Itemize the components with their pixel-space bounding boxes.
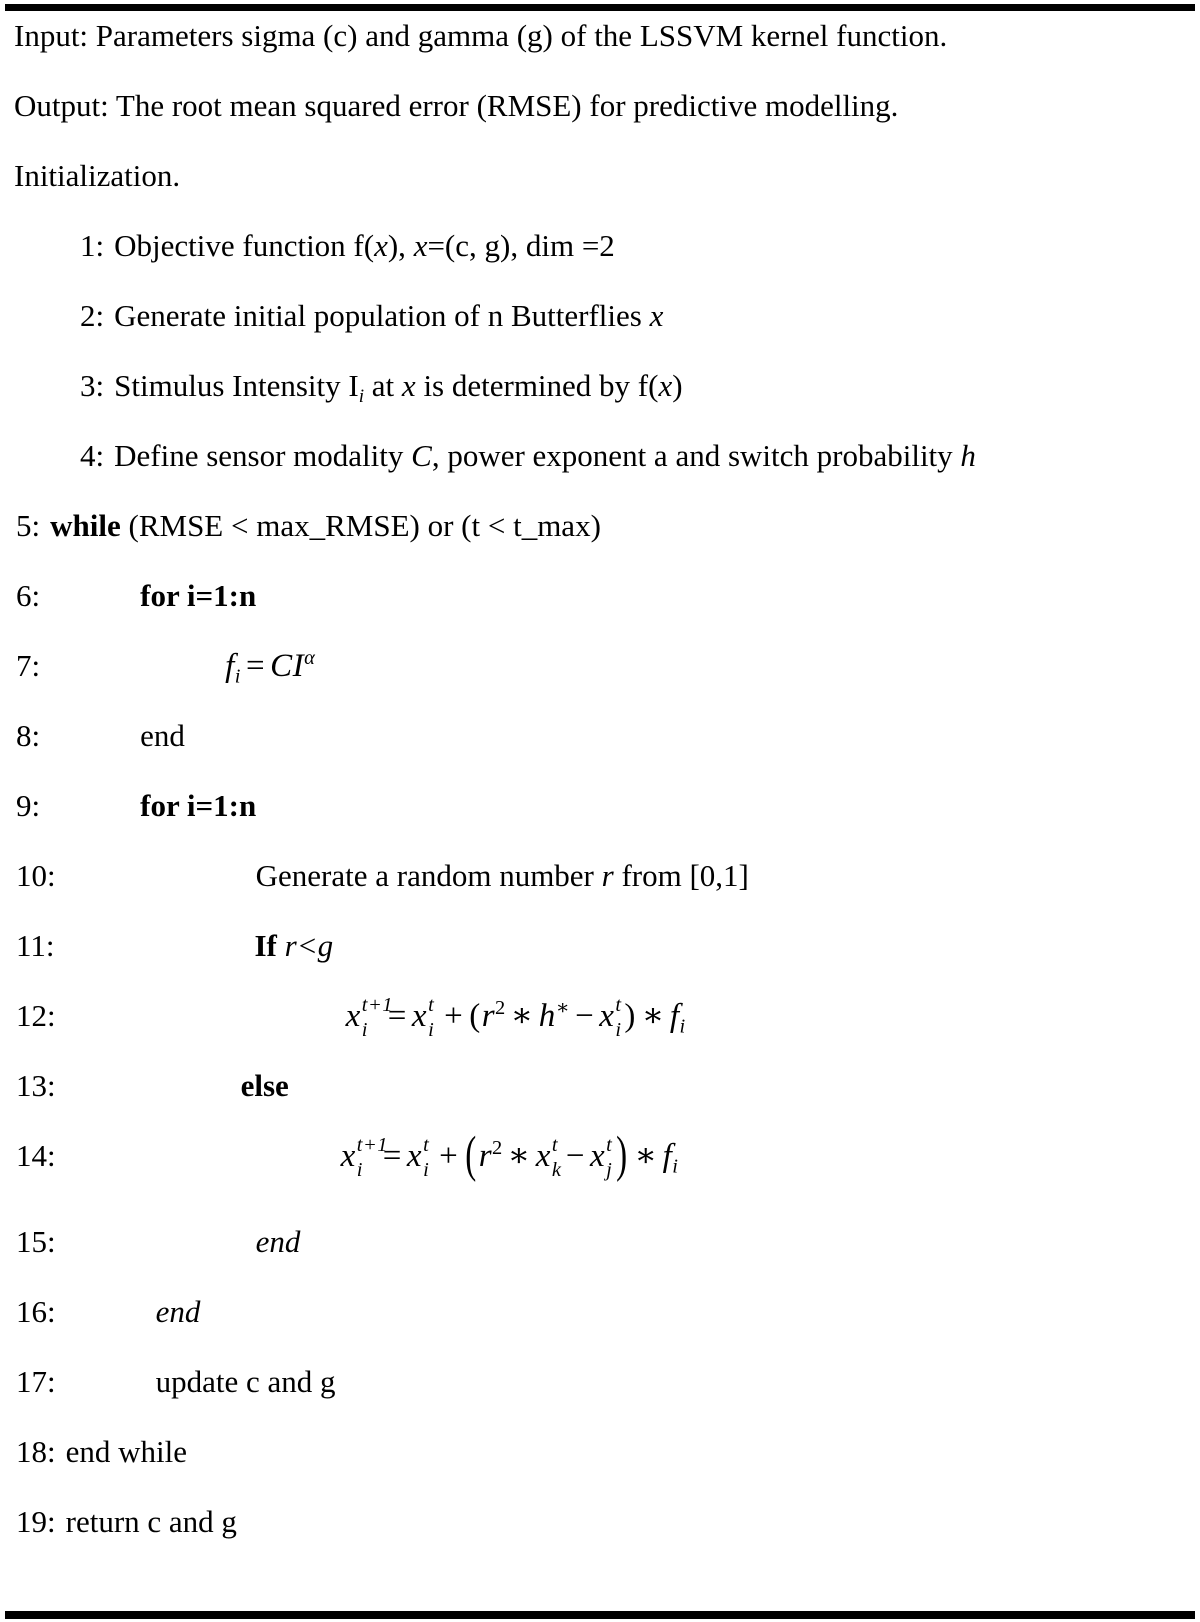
- step-content: return c and g: [65, 1504, 237, 1539]
- algorithm-output-text: Output: The root mean squared error (RMSE) for predictive modelling.: [14, 88, 899, 123]
- algorithm-step-17: [0, 1366, 1200, 1436]
- step-number: 5:: [16, 508, 41, 543]
- algorithm-step-14: [0, 1127, 1200, 1226]
- step-number: 13:: [16, 1068, 56, 1103]
- step-variable: x: [413, 228, 428, 263]
- formula-var-x: x: [599, 998, 615, 1034]
- algorithm-step-5: [0, 510, 1200, 580]
- step-variable: x: [649, 298, 664, 333]
- step-content: [256, 860, 749, 891]
- step-variable: r: [601, 858, 614, 893]
- formula-asterisk: ∗: [641, 998, 665, 1034]
- formula-var-r: r: [481, 998, 496, 1034]
- algorithm-step-8: [0, 720, 1200, 790]
- step-formula: x t+1 i = x t i + ($r^2$ ∗ h∗ − x t i ) ∗ $f_i$: [345, 994, 686, 1042]
- step-number: 14:: [16, 1138, 56, 1173]
- step-keyword: end: [155, 1294, 201, 1329]
- formula-equals: =: [387, 998, 407, 1034]
- formula-lhs-subscript: i: [234, 665, 241, 688]
- step-formula: [225, 647, 316, 688]
- step-text-part: Stimulus Intensity I: [114, 368, 359, 403]
- algorithm-output-line: [0, 90, 1200, 160]
- formula-var-x: x: [340, 1138, 356, 1174]
- algorithm-step-3: [0, 370, 1200, 440]
- step-content: [140, 790, 256, 821]
- step-keyword: If: [254, 928, 285, 963]
- step-content: update c and g: [155, 1364, 336, 1399]
- step-content: [114, 230, 615, 261]
- step-content: [114, 300, 663, 331]
- algorithm-step-16: [0, 1296, 1200, 1366]
- step-number: 18:: [16, 1434, 56, 1469]
- step-text-part: Generate initial population of n Butterflies: [114, 298, 650, 333]
- formula-var-f: f: [662, 1138, 673, 1174]
- algorithm-step-13: [0, 1070, 1200, 1140]
- step-text-part: (RMSE < max_RMSE) or (t < t_max): [120, 508, 601, 543]
- formula-rhs: CI: [270, 648, 305, 684]
- top-rule: [5, 4, 1195, 11]
- step-variable: r: [284, 928, 297, 963]
- step-text-part: from [0,1]: [613, 858, 749, 893]
- formula-asterisk: ∗: [507, 1138, 531, 1174]
- step-number: 2:: [80, 298, 105, 333]
- formula-subscript: i: [672, 1155, 679, 1178]
- step-number: 8:: [16, 718, 41, 753]
- algorithm-step-12: [0, 994, 1200, 1070]
- step-number: 1:: [80, 228, 105, 263]
- formula-var-h: h: [538, 998, 556, 1034]
- bottom-rule: [5, 1611, 1195, 1619]
- formula-subscript: i: [679, 1015, 686, 1038]
- step-text-part: is determined by f(: [415, 368, 659, 403]
- algorithm-step-1: [0, 230, 1200, 300]
- step-keyword: while: [50, 508, 121, 543]
- step-variable: x: [658, 368, 673, 403]
- step-text-part: ),: [387, 228, 414, 263]
- step-content: [256, 1226, 301, 1257]
- algorithm-step-18: [0, 1436, 1200, 1506]
- step-formula: x t+1 i = x t i + ($r^2$ ∗ x t k − x t j ) ∗ $f_i$: [340, 1127, 679, 1184]
- algorithm-step-19: [0, 1506, 1200, 1576]
- step-number: 10:: [16, 858, 56, 893]
- formula-var-x: x: [345, 998, 361, 1034]
- step-content: [156, 1296, 201, 1327]
- formula-open-paren: (: [469, 998, 481, 1034]
- step-text-part: =(c, g), dim =2: [427, 228, 615, 263]
- formula-var-x: x: [411, 998, 428, 1034]
- formula-minus: −: [565, 1138, 585, 1174]
- step-keyword: else: [240, 1068, 289, 1103]
- formula-lhs-base: f: [225, 648, 235, 684]
- formula-equals: =: [245, 648, 266, 684]
- step-text-part: , power exponent a and switch probability: [431, 438, 961, 473]
- step-content: end: [140, 718, 185, 753]
- algorithm-step-10: [0, 860, 1200, 930]
- formula-var-x: x: [406, 1138, 423, 1174]
- step-number: 17:: [16, 1364, 56, 1399]
- step-number: 11:: [16, 928, 55, 963]
- step-number: 12:: [16, 998, 56, 1033]
- formula-close-paren: ): [624, 998, 636, 1034]
- step-keyword: for i=1:n: [140, 788, 257, 823]
- step-number: 15:: [16, 1224, 56, 1259]
- formula-close-paren: ): [616, 1127, 628, 1184]
- formula-var-x: x: [535, 1138, 551, 1174]
- step-keyword: end: [255, 1224, 301, 1259]
- formula-exponent: α: [304, 647, 316, 669]
- step-number: 7:: [16, 648, 41, 683]
- step-number: 6:: [16, 578, 41, 613]
- step-text-part: <: [296, 928, 318, 963]
- algorithm-step-6: [0, 580, 1200, 650]
- formula-open-paren: (: [465, 1127, 477, 1184]
- step-text-part: at: [364, 368, 402, 403]
- step-number: 9:: [16, 788, 41, 823]
- step-text-part: ): [672, 368, 683, 403]
- algorithm-input-text: Input: Parameters sigma (c) and gamma (g) of the LSSVM kernel function.: [14, 18, 948, 53]
- algorithm-step-11: [0, 930, 1200, 1000]
- formula-var-x: x: [589, 1138, 606, 1174]
- step-variable: h: [960, 438, 976, 473]
- algorithm-step-4: [0, 440, 1200, 510]
- algorithm-step-2: [0, 300, 1200, 370]
- formula-superscript: 2: [495, 997, 506, 1019]
- formula-var-f: f: [669, 998, 680, 1034]
- algorithm-initialization-line: [0, 160, 1200, 230]
- step-subscript: i: [358, 386, 365, 408]
- step-text-part: Objective function f(: [114, 228, 375, 263]
- step-content: [114, 440, 976, 471]
- formula-equals: =: [382, 1138, 402, 1174]
- algorithm-body: [0, 20, 1200, 1576]
- formula-minus: −: [575, 998, 595, 1034]
- formula-plus: +: [444, 998, 464, 1034]
- formula-superscript: 2: [492, 1137, 503, 1159]
- step-content: [140, 580, 256, 611]
- step-text-part: Define sensor modality: [114, 438, 412, 473]
- step-variable: x: [401, 368, 416, 403]
- step-keyword: for i=1:n: [140, 578, 257, 613]
- algorithm-step-9: [0, 790, 1200, 860]
- step-content: [241, 1070, 289, 1101]
- step-number: 4:: [80, 438, 105, 473]
- step-variable: C: [411, 438, 432, 473]
- algorithm-step-7: [0, 647, 1200, 720]
- step-variable: g: [317, 928, 334, 963]
- algorithm-initialization-text: Initialization.: [14, 158, 181, 193]
- step-content: [50, 510, 601, 541]
- formula-asterisk: ∗: [634, 1138, 658, 1174]
- formula-var-r: r: [478, 1138, 493, 1174]
- step-number: 19:: [16, 1504, 56, 1539]
- formula-plus: +: [439, 1138, 459, 1174]
- algorithm-step-15: [0, 1226, 1200, 1296]
- step-number: 16:: [16, 1294, 56, 1329]
- step-variable: x: [374, 228, 388, 263]
- formula-star-superscript: ∗: [555, 997, 571, 1019]
- step-content: [254, 930, 333, 961]
- step-content: end while: [65, 1434, 188, 1469]
- algorithm-input-line: [0, 20, 1200, 90]
- step-number: 3:: [80, 368, 105, 403]
- formula-asterisk: ∗: [510, 998, 534, 1034]
- step-text-part: Generate a random number: [255, 858, 602, 893]
- step-content: [114, 368, 683, 408]
